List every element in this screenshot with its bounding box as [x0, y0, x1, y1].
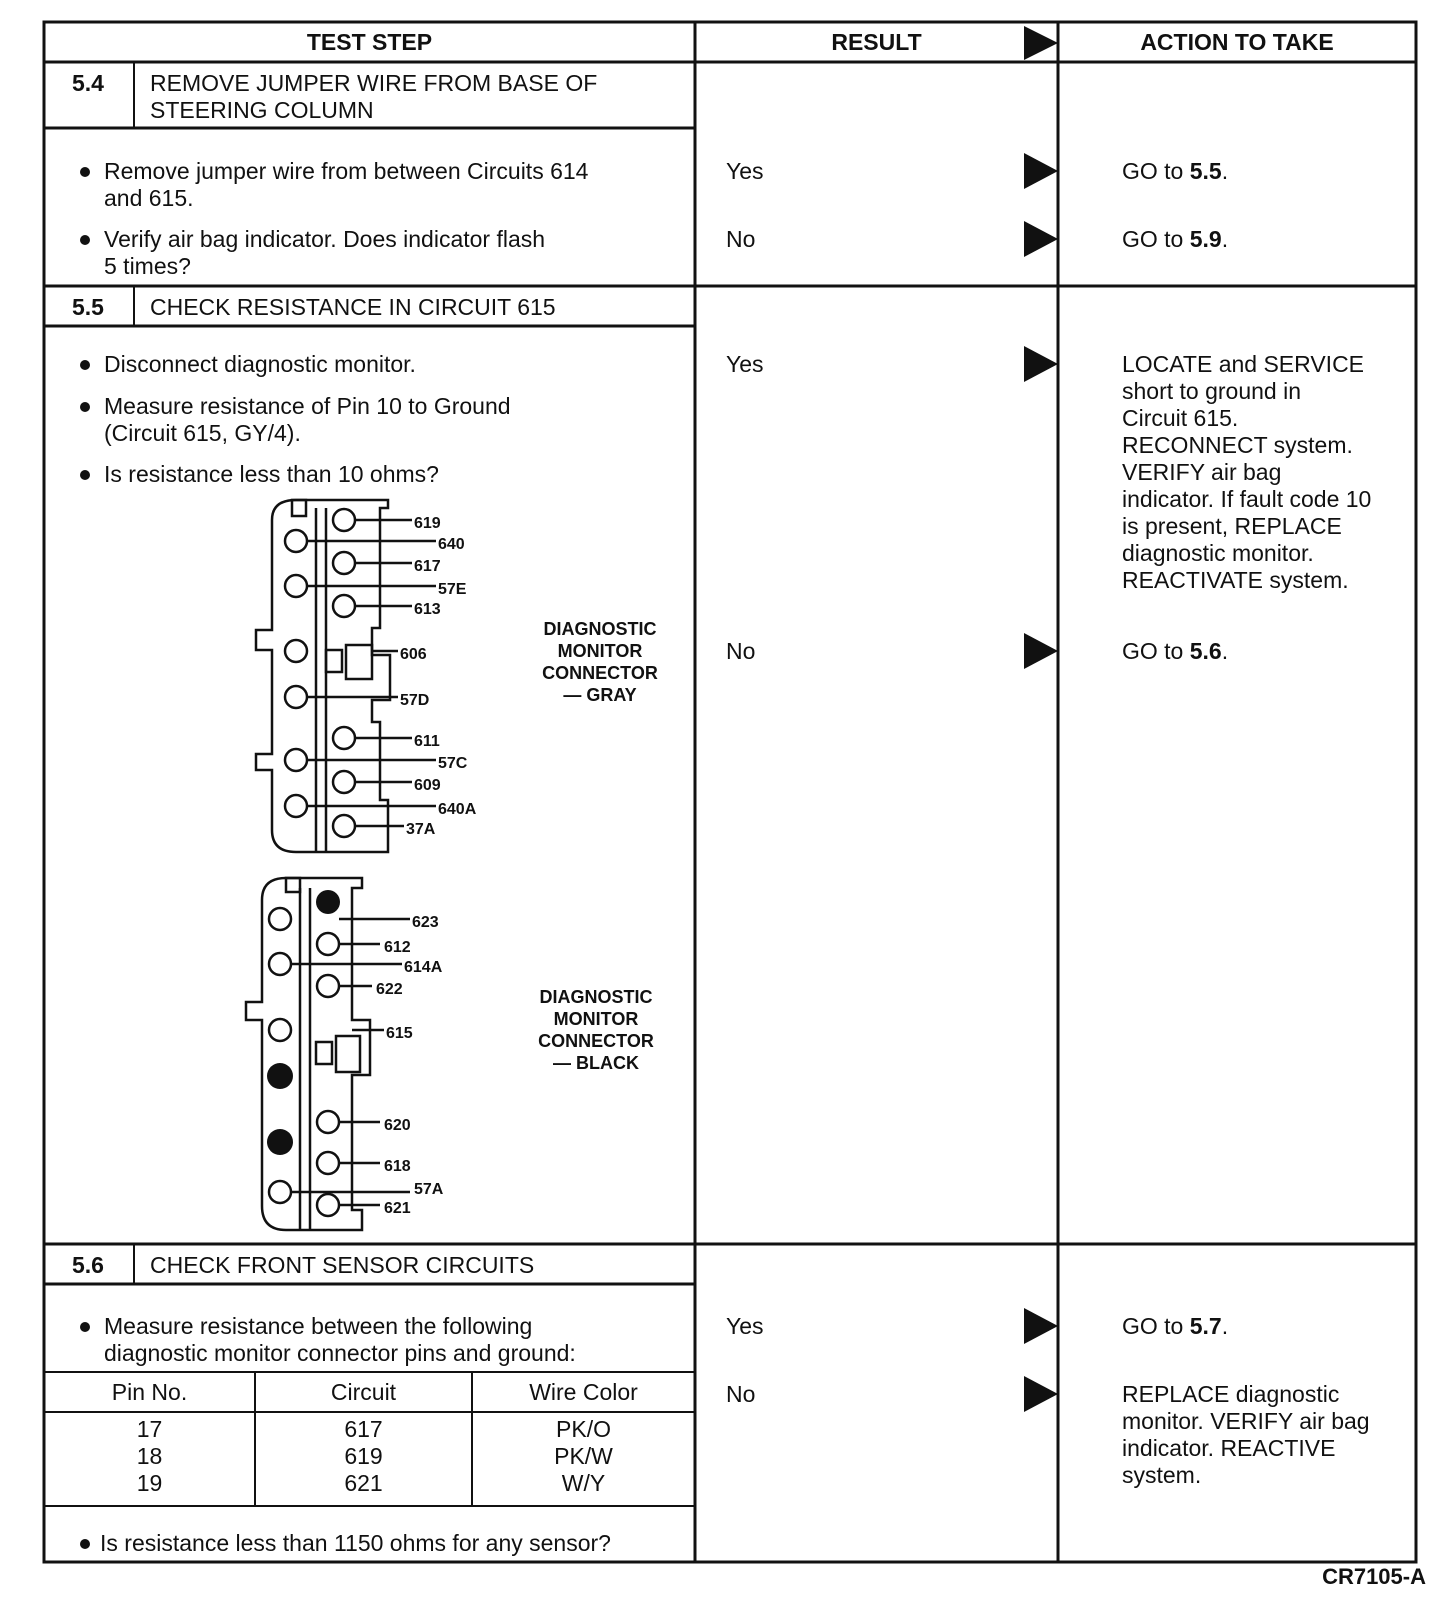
result-arrow	[1024, 633, 1058, 669]
instruction: Remove jumper wire from between Circuits 614	[104, 158, 589, 184]
result-no: No	[726, 226, 756, 252]
table-header: Pin No.	[111, 1379, 188, 1405]
pin-label: 621	[384, 1200, 411, 1217]
result-yes: Yes	[726, 158, 764, 184]
pin-label: 640A	[438, 801, 477, 818]
result-no: No	[726, 1381, 756, 1407]
action-goto: GO to 5.9.	[1122, 226, 1229, 252]
result-arrow	[1024, 346, 1058, 382]
pin-label: 640	[438, 536, 465, 553]
table-header: Circuit	[330, 1379, 397, 1405]
pin-label: 57D	[400, 692, 430, 709]
header-test-step: TEST STEP	[306, 29, 433, 55]
pin-label: 617	[414, 558, 441, 575]
pin-label: 619	[414, 515, 441, 532]
instruction: Verify air bag indicator. Does indicator flash	[104, 226, 546, 252]
result-arrow	[1024, 1308, 1058, 1344]
step-title: CHECK FRONT SENSOR CIRCUITS	[150, 1252, 535, 1278]
step-title: REMOVE JUMPER WIRE FROM BASE OF	[150, 70, 598, 96]
step-number: 5.4	[72, 70, 104, 96]
pin-label: 57C	[438, 755, 468, 772]
result-arrow	[1024, 1376, 1058, 1412]
pin-label: 620	[384, 1117, 411, 1134]
pin-label: 609	[414, 777, 441, 794]
action-goto: GO to 5.5.	[1122, 158, 1229, 184]
pin-label: 622	[376, 981, 403, 998]
result-yes: Yes	[726, 351, 764, 377]
pin-label: 613	[414, 601, 441, 618]
action-goto: GO to 5.6.	[1122, 638, 1229, 664]
pin-label: 57E	[438, 581, 467, 598]
instruction: Is resistance less than 1150 ohms for any sensor?	[100, 1530, 611, 1556]
header-action: ACTION TO TAKE	[1140, 29, 1334, 55]
table-header: Wire Color	[529, 1379, 638, 1405]
instruction: 5 times?	[104, 253, 191, 279]
instruction: Measure resistance between the following	[104, 1313, 533, 1339]
bullet-dot	[80, 402, 90, 412]
bullet-dot	[80, 360, 90, 370]
step-number: 5.5	[72, 294, 104, 320]
gray-connector-drawing	[256, 500, 436, 852]
instruction: (Circuit 615, GY/4).	[104, 420, 301, 446]
pin-label: 37A	[406, 821, 436, 838]
instruction: diagnostic monitor connector pins and ground:	[104, 1340, 576, 1366]
pin-label: 57A	[414, 1181, 444, 1198]
bullet-dot	[80, 1539, 90, 1549]
step-number: 5.6	[72, 1252, 104, 1278]
pin-label: 615	[386, 1025, 413, 1042]
instruction: Measure resistance of Pin 10 to Ground	[104, 393, 511, 419]
bullet-dot	[80, 235, 90, 245]
instruction: Disconnect diagnostic monitor.	[104, 351, 416, 377]
instruction: and 615.	[104, 185, 194, 211]
figure-code: CR7105-A	[1322, 1564, 1426, 1589]
test-step-page: TEST STEP RESULT ACTION TO TAKE 5.4 REMOVE JUMPER WIRE FROM BASE OF STEERING COLUMN Remove jumper wire from between Circuits 614 and 615. Verify air bag indicator. Does indicator flash 5 times? Yes GO to 5.5. No GO to 5.9. 5.5 CHECK RESISTANCE IN CIRCUIT 615 Disconnect diagnostic monitor. Measure resistance of Pin 10 to Ground (Circuit 615, GY/4). Is resistance less than 10 ohms? 619 640 617 57E 613 606 57D 611 57C 609 640A 37A DIAGNOSTIC MONITOR CONNECTOR — GRAY 623 612 614A 622 615 620 618 57A 621 DIAGNOSTIC MONITOR CONNECTOR — BLACK Yes LOCATE and SERVICE short to ground in Circuit 615. RECONNECT system. VERIFY air bag indicator. If fault code 10 is present, REPLACE diagnostic monitor. REACTIVATE system. No GO to 5.6. 5.6 CHECK FRONT SENSOR CIRCUITS Measure resistance between the following diagnostic monitor connector pins and ground: Pin No. Circuit Wire Color 17 617 PK/O 18 619 PK/W 19 621 W/Y Is resistance less than 1150 ohms for any sensor? Yes GO to 5.7. No REPLACE diagnostic monitor. VERIFY air bag indicator. REACTIVE system. CR7105-A	[0, 0, 1456, 1608]
action-goto: GO to 5.7.	[1122, 1313, 1229, 1339]
pin-label: 614A	[404, 959, 443, 976]
pin-label: 623	[412, 914, 439, 931]
header-result: RESULT	[831, 29, 922, 55]
step-title: CHECK RESISTANCE IN CIRCUIT 615	[150, 294, 556, 320]
result-arrow	[1024, 153, 1058, 189]
black-connector-label: DIAGNOSTIC MONITOR CONNECTOR — BLACK	[538, 987, 654, 1073]
result-no: No	[726, 638, 756, 664]
pin-label: 618	[384, 1158, 411, 1175]
gray-connector-label: DIAGNOSTIC MONITOR CONNECTOR — GRAY	[542, 619, 658, 705]
bullet-dot	[80, 1322, 90, 1332]
pin-label: 612	[384, 939, 411, 956]
bullet-dot	[80, 167, 90, 177]
result-arrow	[1024, 221, 1058, 257]
bullet-dot	[80, 470, 90, 480]
pin-label: 606	[400, 646, 427, 663]
step-title: STEERING COLUMN	[150, 97, 374, 123]
result-yes: Yes	[726, 1313, 764, 1339]
instruction: Is resistance less than 10 ohms?	[104, 461, 439, 487]
pin-label: 611	[414, 733, 440, 750]
